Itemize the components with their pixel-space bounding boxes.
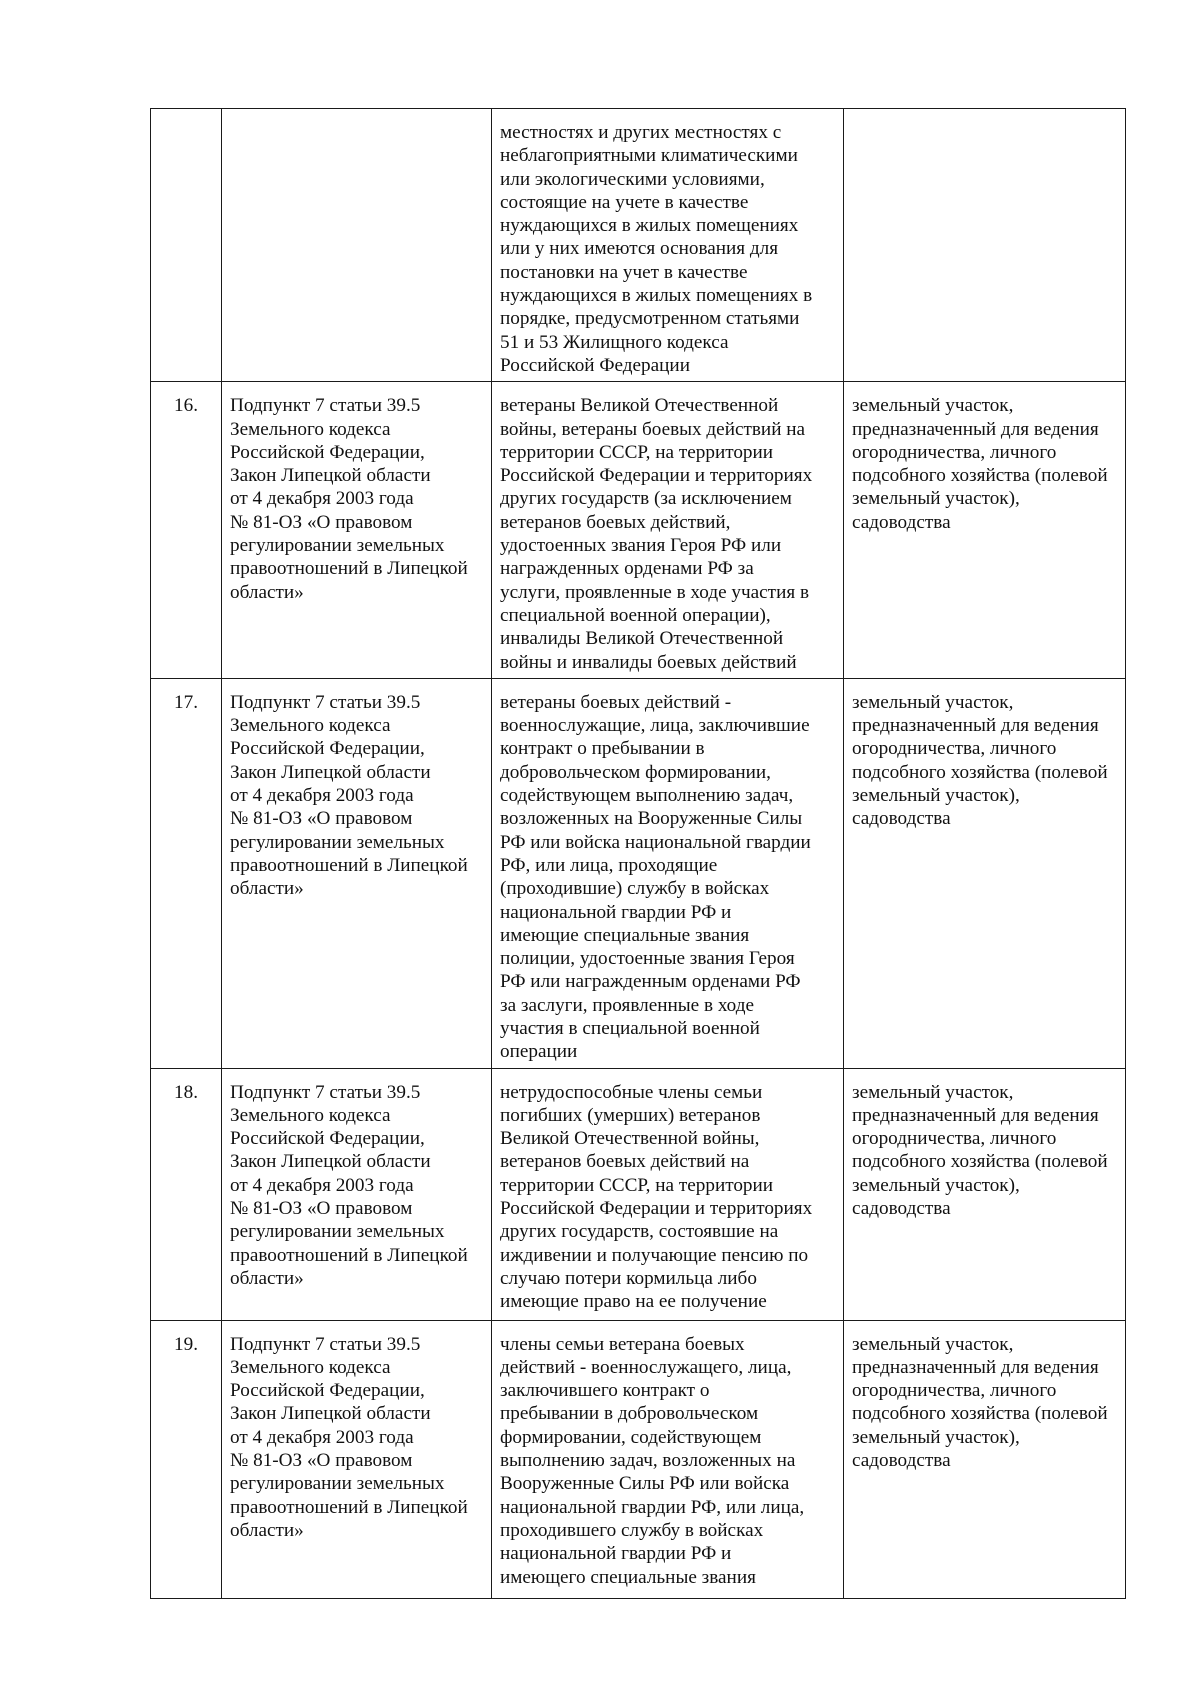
row-number-cell: 17. bbox=[151, 678, 222, 1068]
legal-basis-cell: Подпункт 7 статьи 39.5 Земельного кодекса Российской Федерации, Закон Липецкой области от 4 декабря 2003 года № 81-ОЗ «О правовом регулировании земельных правоотношений в Липецкой области» bbox=[222, 382, 492, 679]
row-number-cell bbox=[151, 109, 222, 382]
row-number-cell: 18. bbox=[151, 1068, 222, 1320]
table-row bbox=[151, 1320, 1126, 1598]
table-row bbox=[151, 382, 1126, 679]
legal-basis-cell bbox=[222, 109, 492, 382]
land-purpose-cell: земельный участок, предназначенный для ведения огородничества, личного подсобного хозяйства (полевой земельный участок), садоводства bbox=[844, 1068, 1126, 1320]
row-number-cell: 19. bbox=[151, 1320, 222, 1598]
table-row bbox=[151, 109, 1126, 382]
citizen-category-cell: местностях и других местностях с неблагоприятными климатическими или экологическими условиями, состоящие на учете в качестве нуждающихся в жилых помещениях или у них имеются основания для постановки на учет в качестве нуждающихся в жилых помещениях в порядке, предусмотренном статьями 51 и 53 Жилищного кодекса Российской Федерации bbox=[492, 109, 844, 382]
land-plots-table bbox=[150, 108, 1126, 1599]
land-purpose-cell: земельный участок, предназначенный для ведения огородничества, личного подсобного хозяйства (полевой земельный участок), садоводства bbox=[844, 678, 1126, 1068]
land-purpose-cell: земельный участок, предназначенный для ведения огородничества, личного подсобного хозяйства (полевой земельный участок), садоводства bbox=[844, 382, 1126, 679]
land-purpose-cell bbox=[844, 109, 1126, 382]
citizen-category-cell: ветераны боевых действий - военнослужащие, лица, заключившие контракт о пребывании в добровольческом формировании, содействующем выполнению задач, возложенных на Вооруженные Силы РФ или войска национальной гвардии РФ, или лица, проходящие (проходившие) службу в войсках национальной гвардии РФ и имеющие специальные звания полиции, удостоенные звания Героя РФ или награжденным орденами РФ за заслуги, проявленные в ходе участия в специальной военной операции bbox=[492, 678, 844, 1068]
legal-basis-cell: Подпункт 7 статьи 39.5 Земельного кодекса Российской Федерации, Закон Липецкой области от 4 декабря 2003 года № 81-ОЗ «О правовом регулировании земельных правоотношений в Липецкой области» bbox=[222, 678, 492, 1068]
legal-basis-cell: Подпункт 7 статьи 39.5 Земельного кодекса Российской Федерации, Закон Липецкой области от 4 декабря 2003 года № 81-ОЗ «О правовом регулировании земельных правоотношений в Липецкой области» bbox=[222, 1068, 492, 1320]
row-number-cell: 16. bbox=[151, 382, 222, 679]
citizen-category-cell: члены семьи ветерана боевых действий - военнослужащего, лица, заключившего контракт о пребывании в добровольческом формировании, содействующем выполнению задач, возложенных на Вооруженные Силы РФ или войска национальной гвардии РФ, или лица, проходившего службу в войсках национальной гвардии РФ и имеющего специальные звания bbox=[492, 1320, 844, 1598]
table-row bbox=[151, 678, 1126, 1068]
table-row bbox=[151, 1068, 1126, 1320]
legal-basis-cell: Подпункт 7 статьи 39.5 Земельного кодекса Российской Федерации, Закон Липецкой области от 4 декабря 2003 года № 81-ОЗ «О правовом регулировании земельных правоотношений в Липецкой области» bbox=[222, 1320, 492, 1598]
citizen-category-cell: ветераны Великой Отечественной войны, ветераны боевых действий на территории СССР, на территории Российской Федерации и территориях других государств (за исключением ветеранов боевых действий, удостоенных звания Героя РФ или награжденных орденами РФ за услуги, проявленные в ходе участия в специальной военной операции), инвалиды Великой Отечественной войны и инвалиды боевых действий bbox=[492, 382, 844, 679]
land-purpose-cell: земельный участок, предназначенный для ведения огородничества, личного подсобного хозяйства (полевой земельный участок), садоводства bbox=[844, 1320, 1126, 1598]
citizen-category-cell: нетрудоспособные члены семьи погибших (умерших) ветеранов Великой Отечественной войны, ветеранов боевых действий на территории СССР, на территории Российской Федерации и территориях других государств, состоявшие на иждивении и получающие пенсию по случаю потери кормильца либо имеющие право на ее получение bbox=[492, 1068, 844, 1320]
